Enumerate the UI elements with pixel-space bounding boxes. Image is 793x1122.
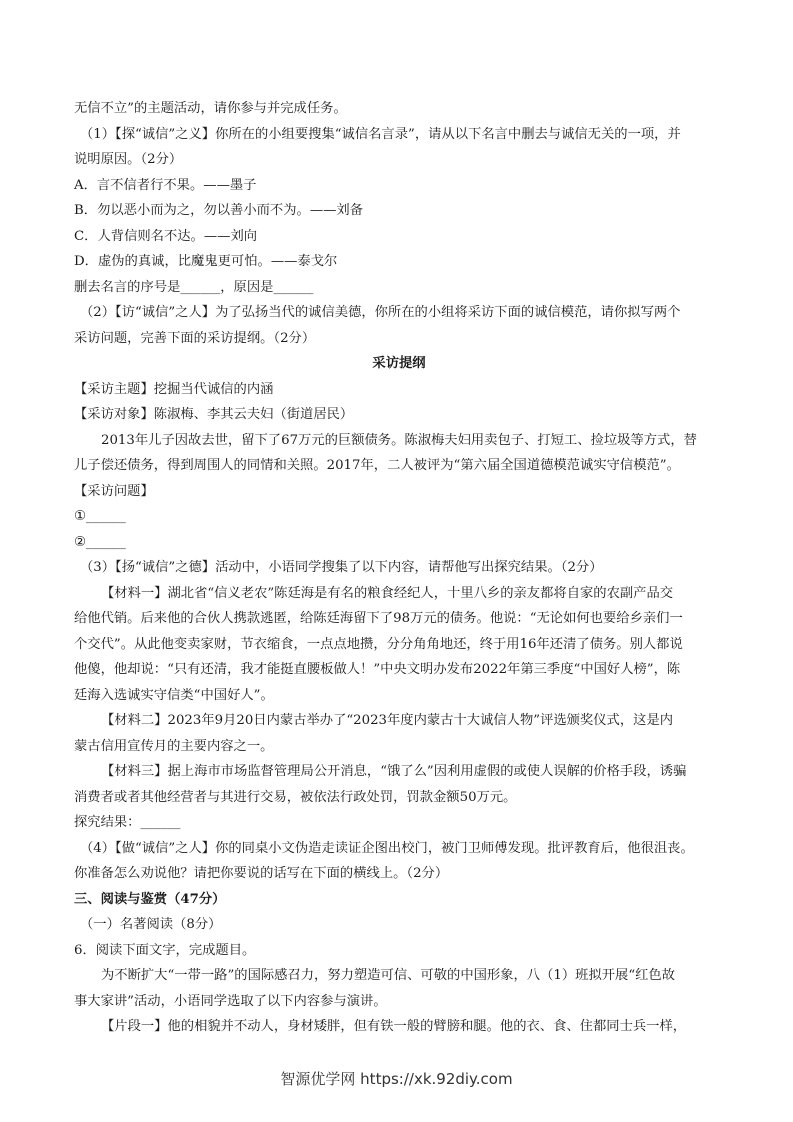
question-6-stem: 6．阅读下面文字，完成题目。 bbox=[74, 942, 256, 958]
option-c: C．人背信则名不达。——刘向 bbox=[74, 228, 258, 244]
question-3-stem: （3）【扬“诚信”之德】活动中，小语同学搜集了以下内容，请帮他写出探究结果。（2分） bbox=[80, 560, 603, 575]
text-line: 采访问题，完善下面的采访提纲。（2分） bbox=[74, 330, 316, 346]
answer-line: 删去名言的序号是______，原因是______ bbox=[74, 279, 314, 295]
section-heading: 采访提纲 bbox=[372, 356, 426, 371]
text-line: 说明原因。（2分） bbox=[74, 152, 183, 167]
paragraph-line: 2013年儿子因故去世，留下了67万元的巨额债务。陈淑梅夫妇用卖包子、打短工、捡垃圾等方式，替 bbox=[101, 432, 697, 448]
interview-topic: 【采访主题】挖掘当代诚信的内涵 bbox=[74, 381, 274, 397]
option-b: B．勿以恶小而为之，勿以善小而不为。——刘备 bbox=[74, 203, 364, 218]
paragraph-line: 廷海入选诚实守信类“中国好人”。 bbox=[74, 687, 274, 703]
text-line: 你准备怎么劝说他？请把你要说的话写在下面的横线上。（2分） bbox=[74, 866, 449, 881]
option-a: A．言不信者行不果。——墨子 bbox=[74, 177, 257, 193]
question-2-stem: （2）【访“诚信”之人】为了弘扬当代的诚信美德，你所在的小组将采访下面的诚信模范，请你拟写两个 bbox=[80, 305, 681, 320]
paragraph-line: 儿子偿还债务，得到周围人的同情和关照。2017年，二人被评为“第六届全国道德模范诚实守信模范”。 bbox=[74, 458, 680, 473]
material-2: 【材料二】2023年9月20日内蒙古举办了“2023年度内蒙古十大诚信人物”评选颁奖仪式，这是内 bbox=[101, 713, 674, 728]
question-1-stem: （1）【探“诚信”之义】你所在的小组要搜集“诚信名言录”，请从以下名言中删去与诚信无关的一项，并 bbox=[80, 126, 681, 142]
paragraph-line: 消费者或者其他经营者与其进行交易，被依法行政处罚，罚款金额50万元。 bbox=[74, 789, 517, 805]
material-3: 【材料三】据上海市市场监督管理局公开消息，“饿了么”因利用虚假的或使人误解的价格手段，诱骗 bbox=[101, 764, 687, 779]
paragraph-line: 为不断扩大“一带一路”的国际感召力，努力塑造可信、可敬的中国形象，八（1）班拟开展“红色故 bbox=[101, 968, 676, 983]
answer-line: 探究结果：______ bbox=[74, 815, 181, 830]
excerpt-1: 【片段一】他的相貌并不动人，身材矮胖，但有铁一般的臂膀和腿。他的衣、食、住都同士兵一样， bbox=[101, 1019, 687, 1034]
subsection-heading: （一）名著阅读（8分） bbox=[80, 917, 222, 932]
paragraph-line: 事大家讲”活动，小语同学选取了以下内容参与演讲。 bbox=[74, 993, 387, 1009]
question-4-stem: （4）【做“诚信”之人】你的同桌小文伪造走读证企图出校门，被门卫师傅发现。批评教育后，他很沮丧。 bbox=[80, 840, 694, 856]
part-heading: 三、阅读与鉴赏（47分） bbox=[74, 891, 226, 907]
answer-line: ①______ bbox=[74, 509, 126, 524]
paragraph-line: 蒙古信用宣传月的主要内容之一。 bbox=[74, 738, 274, 754]
paragraph-line: 给他代销。后来他的合伙人携款逃匿，给陈廷海留下了98万元的债务。他说：“无论如何也要给乡亲们一 bbox=[74, 611, 683, 626]
material-1: 【材料一】湖北省“信义老农”陈廷海是有名的粮食经纪人，十里八乡的亲友都将自家的农副产品交 bbox=[101, 585, 674, 601]
text-line: 无信不立”的主题活动，请你参与并完成任务。 bbox=[74, 101, 347, 116]
option-d: D．虚伪的真诚，比魔鬼更可怕。——泰戈尔 bbox=[74, 254, 338, 269]
answer-line: ②______ bbox=[74, 534, 126, 550]
footer-watermark: 智源优学网 https://xk.92diy.com bbox=[280, 1070, 513, 1088]
interview-subject: 【采访对象】陈淑梅、李其云夫妇（街道居民） bbox=[74, 407, 354, 422]
interview-questions-label: 【采访问题】 bbox=[74, 483, 154, 499]
paragraph-line: 他傻，他却说：“只有还清，我才能挺直腰板做人！”中央文明办发布2022年第三季度“中国好人榜”，陈 bbox=[74, 662, 681, 677]
paragraph-line: 个交代”。从此他变卖家财，节衣缩食，一点点地攒，分分角角地还，终于用16年还清了债务。别人都说 bbox=[74, 636, 683, 652]
document-body bbox=[74, 96, 724, 1040]
